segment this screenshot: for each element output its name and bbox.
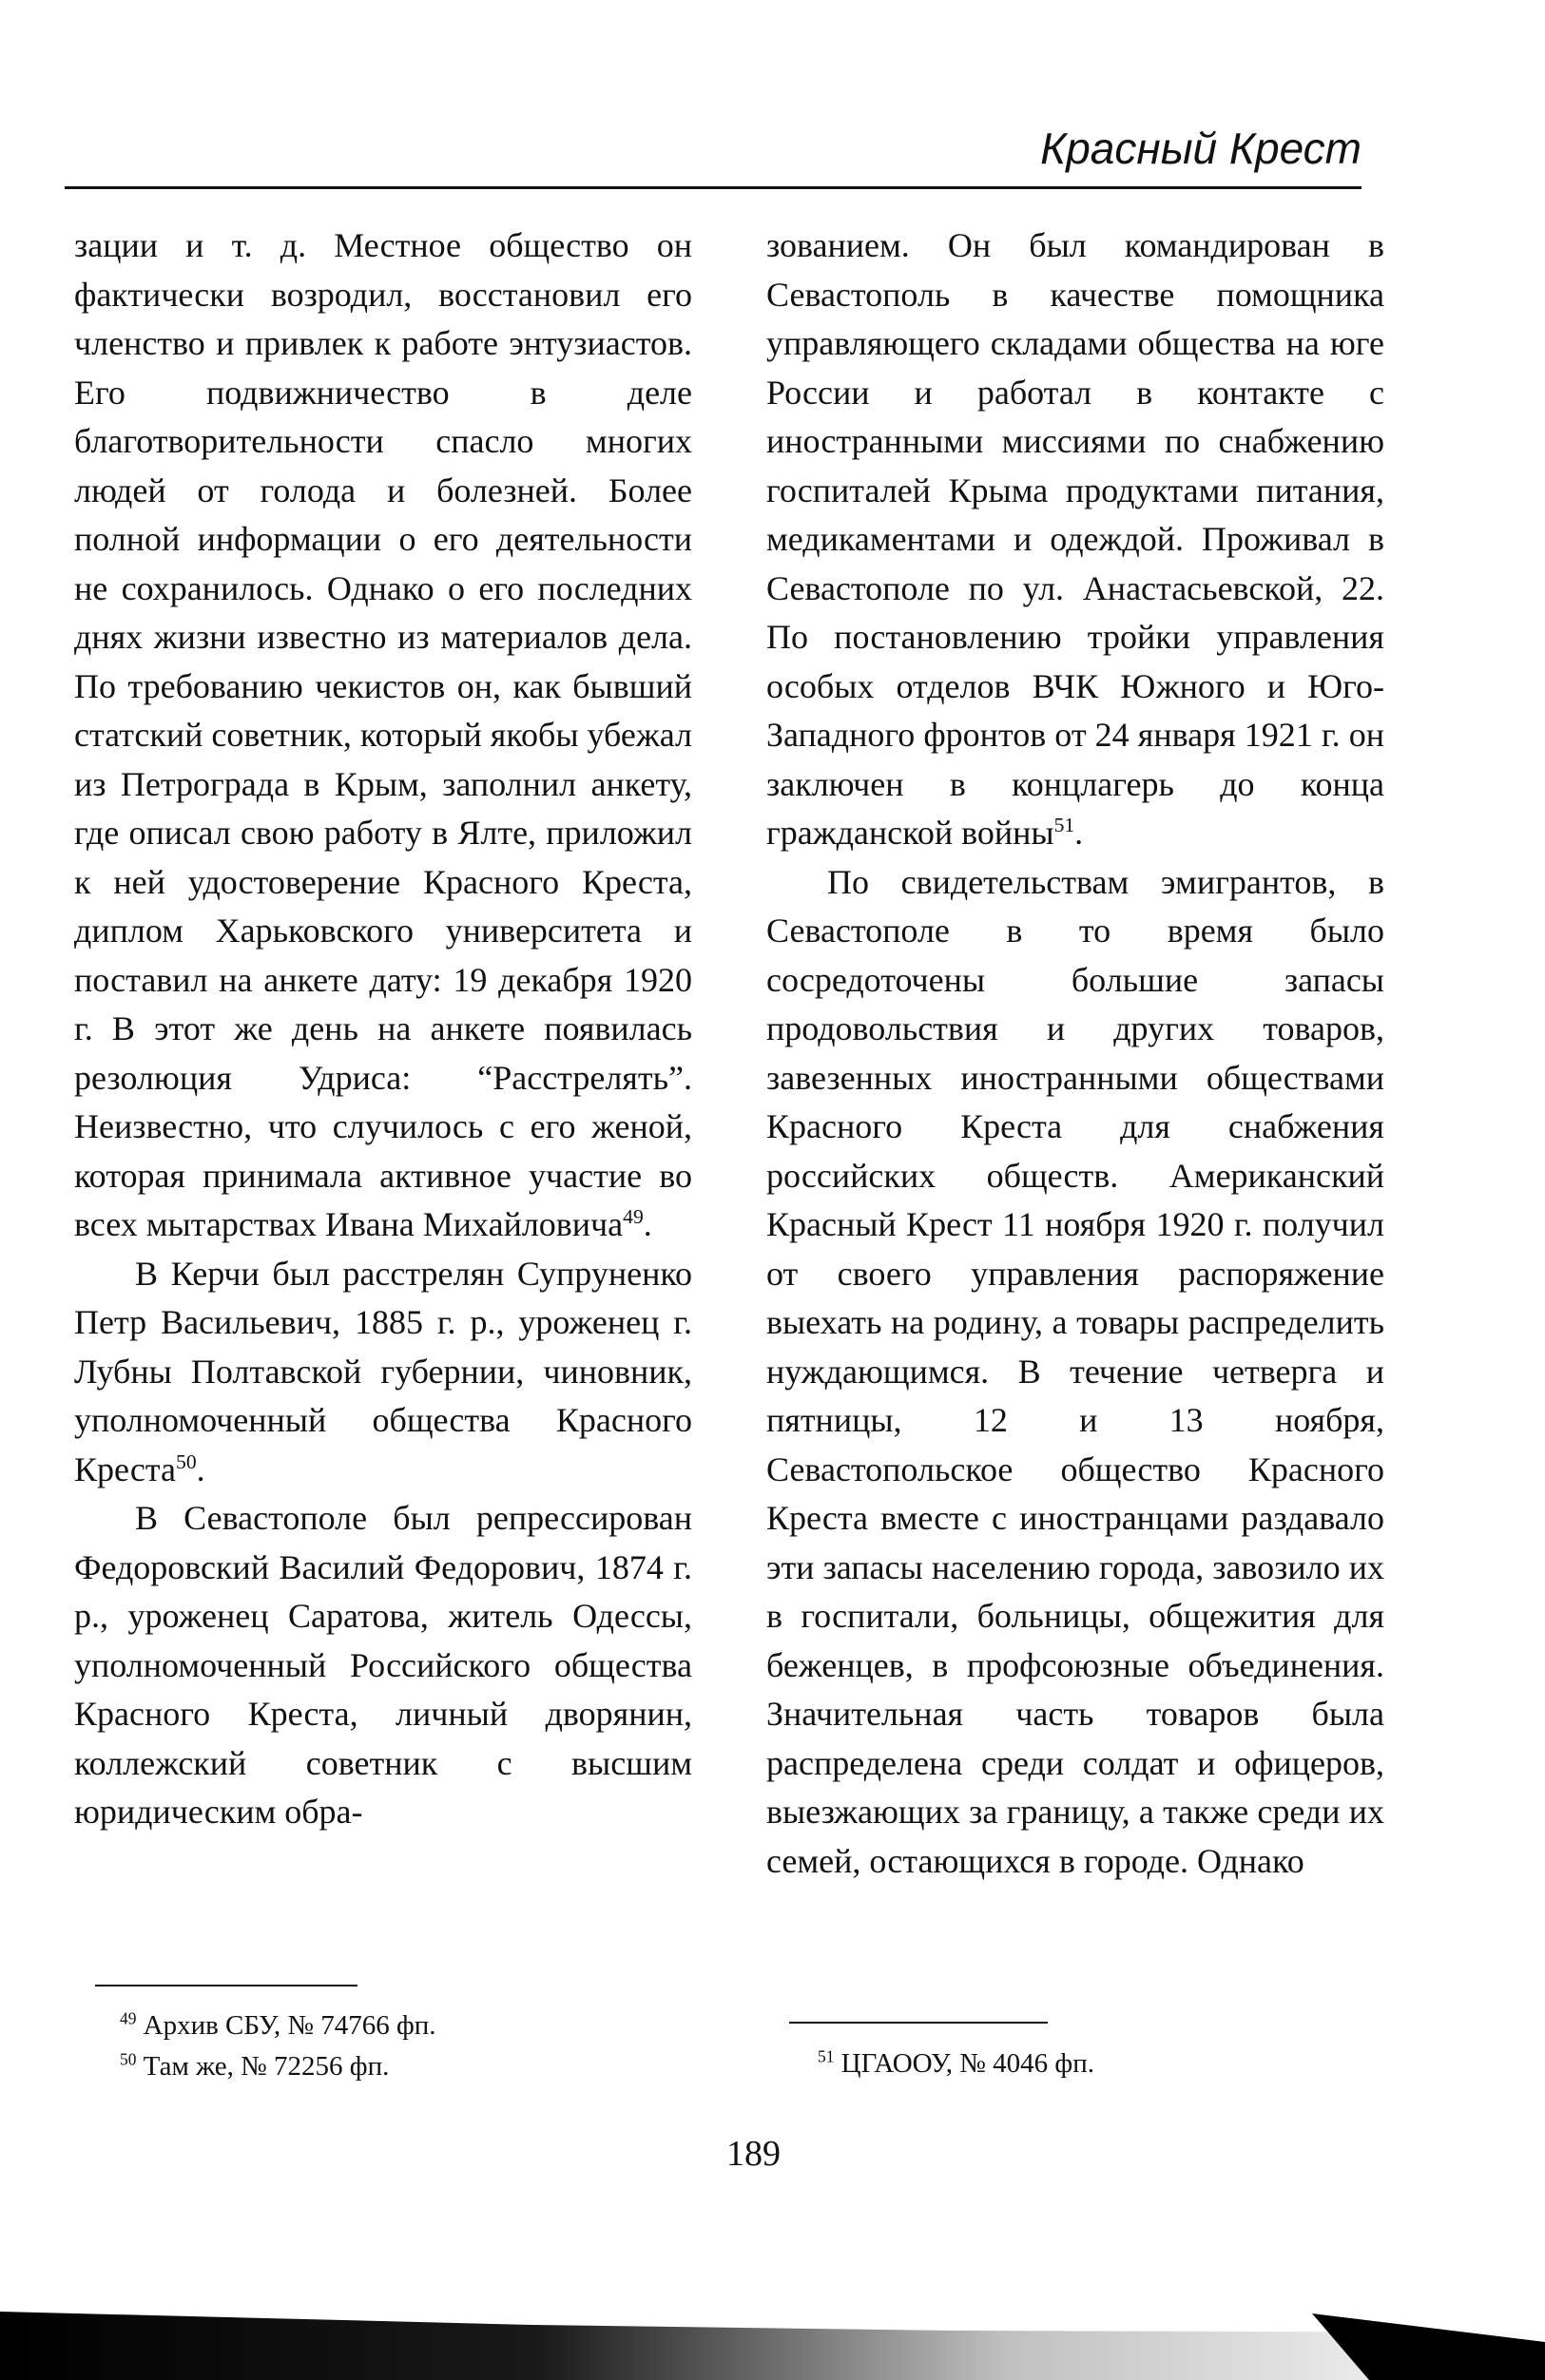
paragraph-text: В Керчи был расстрелян Супруненко Петр Васильевич, 1885 г. р., уроженец г. Лубны Полтавской губернии, чиновник, уполномоченный общества Красного Креста xyxy=(74,1254,692,1488)
header-rule xyxy=(65,186,1362,189)
paragraph: зации и т. д. Местное общество он фактически возродил, восстановил его членство и привлек к работе энтузиастов. Его подвижничество в деле благотворительности спасло многих людей от голода и болезней. Более полной информации о его деятельности не сохранилось. Однако о его последних днях жизни известно из материалов дела. По требованию чекистов он, как бывший статский советник, который якобы убежал из Петрограда в Крым, заполнил анкету, где описал свою работу в Ялте, приложил к ней удостоверение Красного Креста, диплом Харьковского университета и поставил на анкете дату: 19 декабря 1920 г. В этот же день на анкете появилась резолюция Удриса: “Расстрелять”. Неизвестно, что случилось с его женой, которая принимала активное участие во всех мытарствах Ивана Михайловича$^{49}$. xyxy=(74,226,692,1243)
footnote-49 xyxy=(120,2006,436,2046)
running-header: Красный Крест xyxy=(1040,124,1362,173)
footnotes-left xyxy=(120,2006,436,2087)
footnote-text: Там же, № 72256 фп. xyxy=(143,2051,390,2082)
scan-edge-shadow xyxy=(0,2304,1545,2380)
footnote-number: 51 xyxy=(818,2046,835,2066)
footnote-51 xyxy=(818,2044,1094,2084)
footnote-text: Архив СБУ, № 74766 фп. xyxy=(143,2010,436,2041)
footnote-ref-51[interactable]: 51 xyxy=(1053,814,1075,836)
paragraph: В Керчи был расстрелян Супруненко Петр Васильевич, 1885 г. р., уроженец г. Лубны Полтавской губернии, чиновник, уполномоченный общества Красного Креста$^{50}$. xyxy=(74,1254,692,1488)
footnote-rule-right xyxy=(789,2022,1048,2024)
footnote-rule-left xyxy=(95,1985,357,1987)
page-number: 189 xyxy=(726,2134,781,2174)
paragraph xyxy=(74,1494,692,1837)
footnote-50 xyxy=(120,2046,436,2087)
left-column xyxy=(74,221,692,1837)
paragraph-text: В Севастополе был репрессирован Федоровский Василий Федорович, 1874 г. р., уроженец Саратова, житель Одессы, уполномоченный Российского общества Красного Креста, личный дворянин, коллежский советник с высшим юридическим обра- xyxy=(74,1499,692,1831)
paragraph: зованием. Он был командирован в Севастополь в качестве помощника управляющего складами общества на юге России и работал в контакте с иностранными миссиями по снабжению госпиталей Крыма продуктами питания, медикаментами и одеждой. Проживал в Севастополе по ул. Анастасьевской, 22. По постановлению тройки управления особых отделов ВЧК Южного и Юго-Западного фронтов от 24 января 1921 г. он заключен в концлагерь до конца гражданской войны$^{51}$. xyxy=(766,226,1384,852)
footnote-number: 49 xyxy=(120,2008,137,2028)
paragraph xyxy=(766,858,1384,1887)
footnotes-right xyxy=(818,2044,1094,2084)
paragraph-text: По свидетельствам эмигрантов, в Севастополе в то время было сосредоточены большие запасы продовольствия и других товаров, завезенных иностранными обществами Красного Креста для снабжения российских обществ. Американский Красный Крест 11 ноября 1920 г. получил от своего управления распоряжение выехать на родину, а товары распределить нуждающимся. В течение четверга и пятницы, 12 и 13 ноября, Севастопольское общество Красного Креста вместе с иностранцами раздавало эти запасы населению города, завозило их в госпитали, больницы, общежития для беженцев, в профсоюзные объединения. Значительная часть товаров была распределена среди солдат и офицеров, выезжающих за границу, а также среди их семей, остающихся в городе. Однако xyxy=(766,862,1384,1880)
footnote-ref-49[interactable]: 49 xyxy=(623,1205,644,1228)
paragraph-text: зации и т. д. Местное общество он фактически возродил, восстановил его членство и привлек к работе энтузиастов. Его подвижничество в деле благотворительности спасло многих людей от голода и болезней. Более полной информации о его деятельности не сохранилось. Однако о его последних днях жизни известно из материалов дела. По требованию чекистов он, как бывший статский советник, который якобы убежал из Петрограда в Крым, заполнил анкету, где описал свою работу в Ялте, приложил к ней удостоверение Красного Креста, диплом Харьковского университета и поставил на анкете дату: 19 декабря 1920 г. В этот же день на анкете появилась резолюция Удриса: “Расстрелять”. Неизвестно, что случилось с его женой, которая принимала активное участие во всех мытарствах Ивана Михайловича xyxy=(74,226,692,1243)
paragraph-text: зованием. Он был командирован в Севастополь в качестве помощника управляющего складами общества на юге России и работал в контакте с иностранными миссиями по снабжению госпиталей Крыма продуктами питания, медикаментами и одеждой. Проживал в Севастополе по ул. Анастасьевской, 22. По постановлению тройки управления особых отделов ВЧК Южного и Юго-Западного фронтов от 24 января 1921 г. он заключен в концлагерь до конца гражданской войны xyxy=(766,226,1384,852)
footnote-ref-50[interactable]: 50 xyxy=(176,1449,197,1473)
right-column xyxy=(766,221,1384,1886)
footnote-number: 50 xyxy=(120,2049,137,2069)
footnote-text: ЦГАООУ, № 4046 фп. xyxy=(840,2048,1094,2079)
